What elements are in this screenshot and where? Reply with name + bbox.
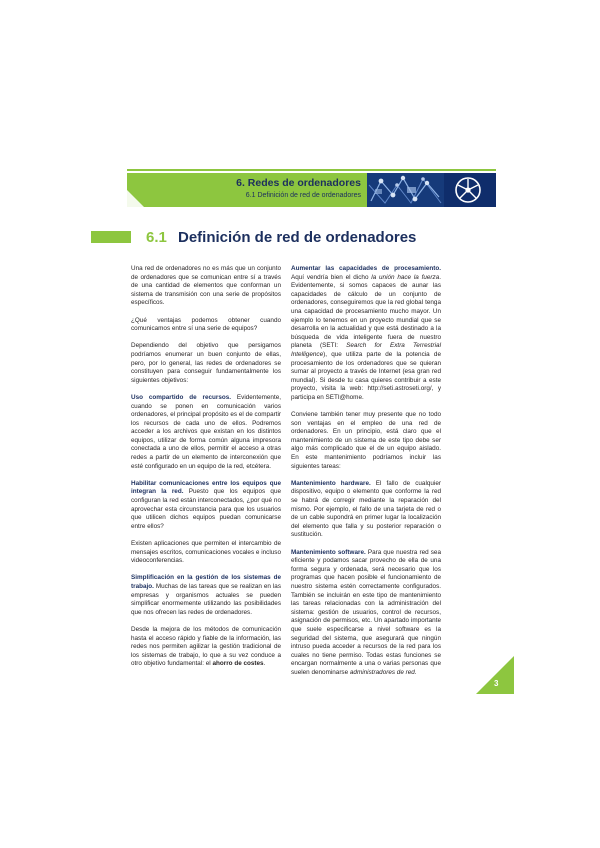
header-network-image: [367, 173, 444, 207]
left-text-column: [131, 265, 281, 678]
paragraph: [291, 549, 441, 678]
paragraph-body: Puesto que los equipos que configuran la red están interconectados, ¿por qué no aprovechar esta circunstancia para que los usuarios que utilicen dichos equipos puedan comunicarse entre ellos?: [131, 488, 281, 530]
term-heading: Uso compartido de recursos.: [131, 393, 232, 401]
paragraph: Existen aplicaciones que permiten el intercambio de mensajes escritos, comunicaciones vocales e incluso videoconferencias.: [131, 540, 281, 565]
paragraph-end: .: [414, 668, 417, 676]
paragraph-body: . Evidentemente, si somos capaces de aunar las capacidades de cálculo de un conjunto de ordenadores, conseguiremos que la red global tenga una capacidad de procesamiento mucho mayor. Un ejemplo lo tenemos en un proyecto mundial que se desarrolla en la actualidad y que está destinado a la búsqueda de vida inteligente fuera de nuestro planeta (SETI:: [291, 273, 441, 350]
paragraph: [131, 626, 281, 669]
header-rule: [127, 169, 496, 171]
page-corner-triangle: [476, 656, 514, 694]
section-title: Definición de red de ordenadores: [178, 229, 417, 246]
paragraph: [291, 480, 441, 540]
paragraph-body: Aquí vendría bien el dicho: [291, 273, 372, 281]
italic-text: la unión hace la fuerza: [371, 273, 440, 281]
paragraph: ¿Qué ventajas podemos obtener cuando comunicamos entre sí una serie de equipos?: [131, 316, 281, 333]
paragraph: [291, 265, 441, 403]
section-accent-bar: [91, 231, 131, 243]
chapter-title: 6. Redes de ordenadores: [236, 177, 361, 189]
paragraph: [131, 480, 281, 532]
paragraph: [131, 574, 281, 617]
italic-text: administradores de red: [349, 668, 415, 676]
paragraph: Una red de ordenadores no es más que un conjunto de ordenadores que se comunican entre sí a través de una cantidad de elementos que conforman un sistema de transmisión con una serie de propósitos específicos.: [131, 265, 281, 307]
term-heading: Simplificación en la gestión de los sistemas de trabajo.: [131, 574, 281, 590]
paragraph-body: Evidentemente, cuando se ponen en comunicación varios ordenadores, el principal propósito es el de compartir los recursos de cada uno de ellos. Podremos acceder a los archivos que existan en los distintos equipos, utilizar de forma común alguna impresora conectada a uno de ellos, permitir el acceso a otras redes a partir de un elemento de interconexión que esté configurado en un equipo de la red, etcétera.: [131, 393, 281, 470]
paragraph-end: .: [263, 660, 266, 668]
header-fold-corner: [127, 190, 144, 207]
network-globe-icon: [454, 176, 482, 204]
paragraph-body: El fallo de cualquier dispositivo, equipo o elemento que conforme la red se habrá de corregir mediante la reparación del mismo. Por ejemplo, el fallo de una tarjeta de red o de un cable supondrá en primer lugar la localización del elemento que falla y su posterior reparación o sustitución.: [291, 479, 441, 539]
term-heading: Mantenimiento hardware.: [291, 479, 371, 487]
paragraph-body: Muchas de las tareas que se realizan en las empresas y organismos actuales se pueden simplificar enormemente utilizando las posibilidades que nos ofrecen las redes de ordenadores.: [131, 582, 281, 616]
section-number: 6.1: [146, 229, 167, 246]
term-heading: Mantenimiento software.: [291, 548, 366, 556]
paragraph-body: ), que utiliza parte de la potencia de procesamiento de los ordenadores que se quieran sumar al proyecto a través de Internet (esa gran red mundial). Si desde tu casa quieres contribuir a este proyecto, visita la web: http://seti.astroseti.org/, y participa en SETI@home.: [291, 350, 441, 401]
italic-text: Search for Extra Terrestrial Intelligence: [291, 342, 441, 358]
page-number: 3: [494, 679, 499, 688]
emphasis-text: ahorro de costes: [212, 660, 264, 668]
right-text-column: [291, 265, 441, 686]
paragraph: [131, 394, 281, 471]
section-reference: 6.1 Definición de red de ordenadores: [245, 192, 361, 199]
term-heading: Habilitar comunicaciones entre los equipos que integran la red.: [131, 479, 281, 496]
paragraph-body: Para que nuestra red sea eficiente y podamos sacar provecho de ella de una forma segura y ordenada, será necesario que los programas que hacen posible el funcionamiento de nuestro sistema estén correctamente configurados. También se incluirán en este tipo de mantenimiento las tareas relacionadas con la administración del sistema: gestión de usuarios, control de recursos, asignación de permisos, etc. Un apartado importante que suele especificarse a nivel software es la seguridad del sistema, que asegurará que ningún intruso pueda acceder a recursos de la red para los cuales no tiene permiso. Todas estas funciones se encargan normalmente a una o varias personas que suelen denominarse: [291, 548, 441, 676]
term-heading: Aumentar las capacidades de procesamiento.: [291, 265, 441, 272]
paragraph-body: Desde la mejora de los métodos de comunicación hasta el acceso rápido y fiable de la información, las redes nos permiten agilizar la gestión tradicional de los sistemas de trabajo, lo que a su vez conduce a otro objetivo fundamental: el: [131, 625, 281, 668]
paragraph: Dependiendo del objetivo que persigamos podríamos enumerar un buen conjunto de ellas, pero, por lo general, las redes de ordenadores se constituyen para conseguir fundamentalmente los siguientes objetivos:: [131, 342, 281, 384]
paragraph: Conviene también tener muy presente que no todo son ventajas en el empleo de una red de ordenadores. En un principio, está claro que el mantenimiento de un sistema de este tipo debe ser algo más complicado que el de un equipo aislado. En este mantenimiento podríamos incluir las siguientes tareas:: [291, 411, 441, 470]
